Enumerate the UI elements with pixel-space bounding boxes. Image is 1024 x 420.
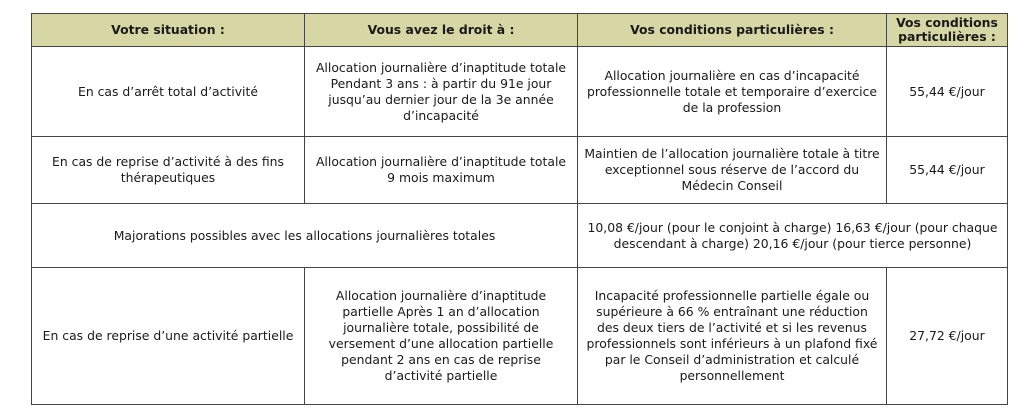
cell-conditions: Incapacité professionnelle partielle égale ou supérieure à 66 % entraînant une réduction des deux tiers de l’activité et si les revenus professionnels sont inférieurs à un plafond fixé par le Conseil d’administration et calculé personnellement (578, 268, 887, 405)
table-row (32, 137, 1008, 204)
cell-majorations-detail: 10,08 €/jour (pour le conjoint à charge) 16,63 €/jour (pour chaque descendant à charge) 20,16 €/jour (pour tierce personne) (578, 204, 1008, 268)
header-row (32, 14, 1008, 47)
cell-montant: 55,44 €/jour (887, 137, 1008, 204)
allocations-table (31, 13, 1008, 405)
header-montant: Vos conditions particulières : (887, 14, 1008, 47)
cell-montant: 27,72 €/jour (887, 268, 1008, 405)
header-situation: Votre situation : (32, 14, 305, 47)
header-droit: Vous avez le droit à : (305, 14, 578, 47)
cell-conditions: Allocation journalière en cas d’incapacité professionnelle totale et temporaire d’exercice de la profession (578, 47, 887, 137)
cell-majorations-label: Majorations possibles avec les allocations journalières totales (32, 204, 578, 268)
cell-situation: En cas de reprise d’une activité partielle (32, 268, 305, 405)
cell-situation: En cas de reprise d’activité à des fins thérapeutiques (32, 137, 305, 204)
header-conditions: Vos conditions particulières : (578, 14, 887, 47)
cell-droit: Allocation journalière d’inaptitude totale Pendant 3 ans : à partir du 91e jour jusqu’au dernier jour de la 3e année d’incapacité (305, 47, 578, 137)
cell-conditions: Maintien de l’allocation journalière totale à titre exceptionnel sous réserve de l’accord du Médecin Conseil (578, 137, 887, 204)
cell-droit: Allocation journalière d’inaptitude partielle Après 1 an d’allocation journalière totale, possibilité de versement d’une allocation partielle pendant 2 ans en cas de reprise d’activité partielle (305, 268, 578, 405)
cell-situation: En cas d’arrêt total d’activité (32, 47, 305, 137)
table-row (32, 47, 1008, 137)
table-row (32, 268, 1008, 405)
cell-montant: 55,44 €/jour (887, 47, 1008, 137)
cell-droit: Allocation journalière d’inaptitude totale 9 mois maximum (305, 137, 578, 204)
table-row-majorations (32, 204, 1008, 268)
